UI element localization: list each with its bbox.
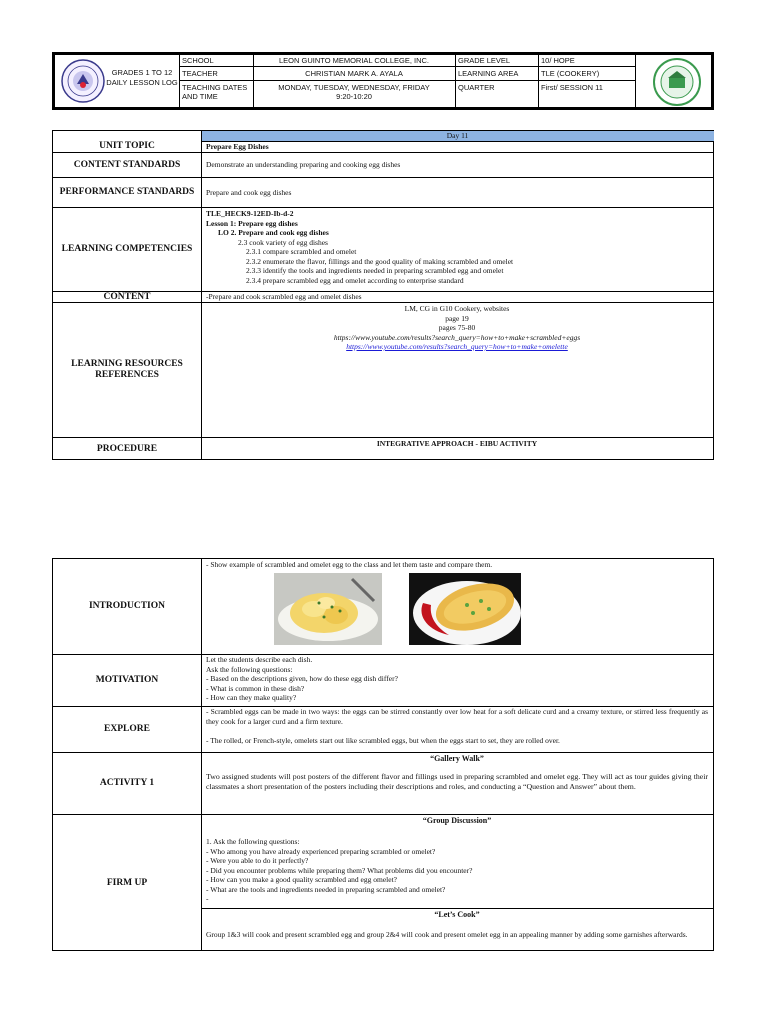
competency-item: 2.3.1 compare scrambled and omelet (246, 247, 357, 256)
competency-lesson: Lesson 1: Prepare egg dishes (206, 218, 298, 228)
omelet-egg-image (409, 573, 521, 645)
motivation-line: - Based on the descriptions given, how do these egg dish differ? (206, 674, 398, 683)
lets-cook-text: Group 1&3 will cook and present scrambled egg and group 2&4 will cook and present omelet egg in an appealing manner by adding some garnishes afterwards. (206, 930, 688, 939)
header-box (52, 52, 714, 110)
deped-seal-icon (61, 58, 105, 104)
dates-label-2: AND TIME (182, 92, 218, 101)
firm-up-label: FIRM UP (106, 877, 148, 888)
competency-item: 2.3.3 identify the tools and ingredients needed in preparing scrambled egg and omelet (246, 266, 504, 275)
motivation-line: - What is common in these dish? (206, 683, 305, 693)
procedure-value: INTEGRATIVE APPROACH - EIBU ACTIVITY (376, 439, 538, 448)
motivation-label: MOTIVATION (95, 675, 159, 685)
content-value: -Prepare and cook scrambled egg and omelet dishes (206, 292, 362, 301)
explore-text-2: - The rolled, or French-style, omelets start out like scrambled eggs, but when the eggs start to set, they are rolled over. (206, 736, 560, 745)
resource-item: page 19 (445, 313, 469, 323)
motivation-line: - How can they make quality? (206, 693, 297, 702)
activity-1-text: Two assigned students will post posters of the different flavor and fillings used in preparing scrambled and omelet egg. They will act as tour guides giving their classmates a short presentation of the posters including their descriptions and roles, and conducting a “Question and Answer” about them. (206, 772, 708, 791)
school-label: SCHOOL (182, 56, 214, 65)
day-label: Day 11 (446, 131, 469, 140)
grades-line1: GRADES 1 TO 12 (111, 68, 173, 77)
introduction-label: INTRODUCTION (88, 601, 165, 611)
learning-area-label: LEARNING AREA (458, 69, 519, 78)
grade-level-label: GRADE LEVEL (458, 56, 511, 65)
activity-1-title: “Gallery Walk” (430, 754, 484, 763)
explore-text-1: - Scrambled eggs can be made in two ways: the eggs can be stirred constantly over low heat for a soft delicate curd and a creamy texture, or stirred less frequently as they cook for a larger curd and a firm texture. (206, 707, 708, 726)
motivation-line: Let the students describe each dish. (206, 655, 313, 664)
performance-standards-label: PERFORMANCE STANDARDS (59, 187, 195, 197)
performance-standards-value: Prepare and cook egg dishes (206, 188, 292, 197)
firm-up-item: - Were you able to do it perfectly? (206, 856, 309, 865)
firm-up-item: - How can you make a good quality scrambled and egg omelet? (206, 875, 397, 884)
competencies-list (202, 208, 712, 286)
competency-item: 2.3 cook variety of egg dishes (238, 237, 328, 247)
learning-resources-label: LEARNING RESOURCES REFERENCES (71, 359, 183, 380)
explore-label: EXPLORE (104, 724, 150, 734)
school-logo-icon (653, 58, 701, 106)
introduction-value: - Show example of scrambled and omelet egg to the class and let them taste and compare them. (206, 560, 493, 569)
firm-up-list (202, 836, 712, 905)
quarter-label: QUARTER (458, 83, 495, 92)
resource-item: pages 75-80 (438, 323, 476, 332)
teacher-value: CHRISTIAN MARK A. AYALA (305, 69, 403, 78)
teacher-label: TEACHER (182, 69, 218, 78)
motivation-line: Ask the following questions: (206, 664, 293, 674)
competency-lo: LO 2. Prepare and cook egg dishes (218, 228, 329, 237)
resource-link-omelette[interactable]: https://www.youtube.com/results?search_query=how+to+make+omelette (346, 342, 568, 351)
unit-topic-label: UNIT TOPIC (99, 141, 155, 151)
grades-title (103, 67, 181, 89)
school-value: LEON GUINTO MEMORIAL COLLEGE, INC. (278, 56, 430, 65)
procedure-label: PROCEDURE (96, 443, 158, 454)
scrambled-egg-image (274, 573, 382, 645)
dates-value-1: MONDAY, TUESDAY, WEDNESDAY, FRIDAY (278, 83, 430, 92)
group-discussion-title: “Group Discussion” (422, 816, 492, 825)
dates-label (180, 82, 252, 102)
firm-up-item: 1. Ask the following questions: (206, 837, 300, 846)
firm-up-item: - Who among you have already experienced preparing scrambled or omelet? (206, 846, 436, 856)
learning-area-value: TLE (COOKERY) (541, 69, 600, 78)
quarter-value: First/ SESSION 11 (541, 83, 603, 92)
resources-list (202, 303, 712, 353)
competency-code: TLE_HECK9-12ED-Ib-d-2 (206, 209, 294, 218)
content-standards-label: CONTENT STANDARDS (73, 159, 181, 170)
learning-competencies-label: LEARNING COMPETENCIES (61, 244, 193, 254)
resource-link-scrambled[interactable]: https://www.youtube.com/results?search_query=how+to+make+scrambled+eggs (333, 332, 581, 342)
motivation-list (202, 654, 712, 704)
grades-line2: DAILY LESSON LOG (106, 78, 178, 87)
dates-value-2: 9:20-10:20 (336, 92, 372, 101)
firm-up-item: - Did you encounter problems while preparing them? What problems did you encounter? (206, 865, 473, 875)
firm-up-item: - What are the tools and ingredients needed in preparing scrambled and omelet? (206, 884, 446, 894)
unit-topic-value: Prepare Egg Dishes (206, 142, 269, 151)
content-label: CONTENT (103, 291, 151, 302)
competency-item: 2.3.4 prepare scrambled egg and omelet according to enterprise standard (246, 275, 464, 285)
resource-item: LM, CG in G10 Cookery, websites (404, 304, 510, 313)
content-standards-value: Demonstrate an understanding preparing and cooking egg dishes (206, 160, 401, 169)
dates-value (254, 82, 454, 102)
lesson-table (52, 130, 714, 460)
activity-1-label: ACTIVITY 1 (99, 778, 155, 788)
dates-label-1: TEACHING DATES (182, 83, 248, 92)
grade-level-value: 10/ HOPE (541, 56, 575, 65)
lets-cook-title: “Let’s Cook” (434, 910, 480, 919)
competency-item: 2.3.2 enumerate the flavor, fillings and the good quality of making scrambled and omelet (246, 256, 514, 266)
firm-up-item: - (206, 894, 209, 903)
procedure-table (52, 558, 714, 951)
